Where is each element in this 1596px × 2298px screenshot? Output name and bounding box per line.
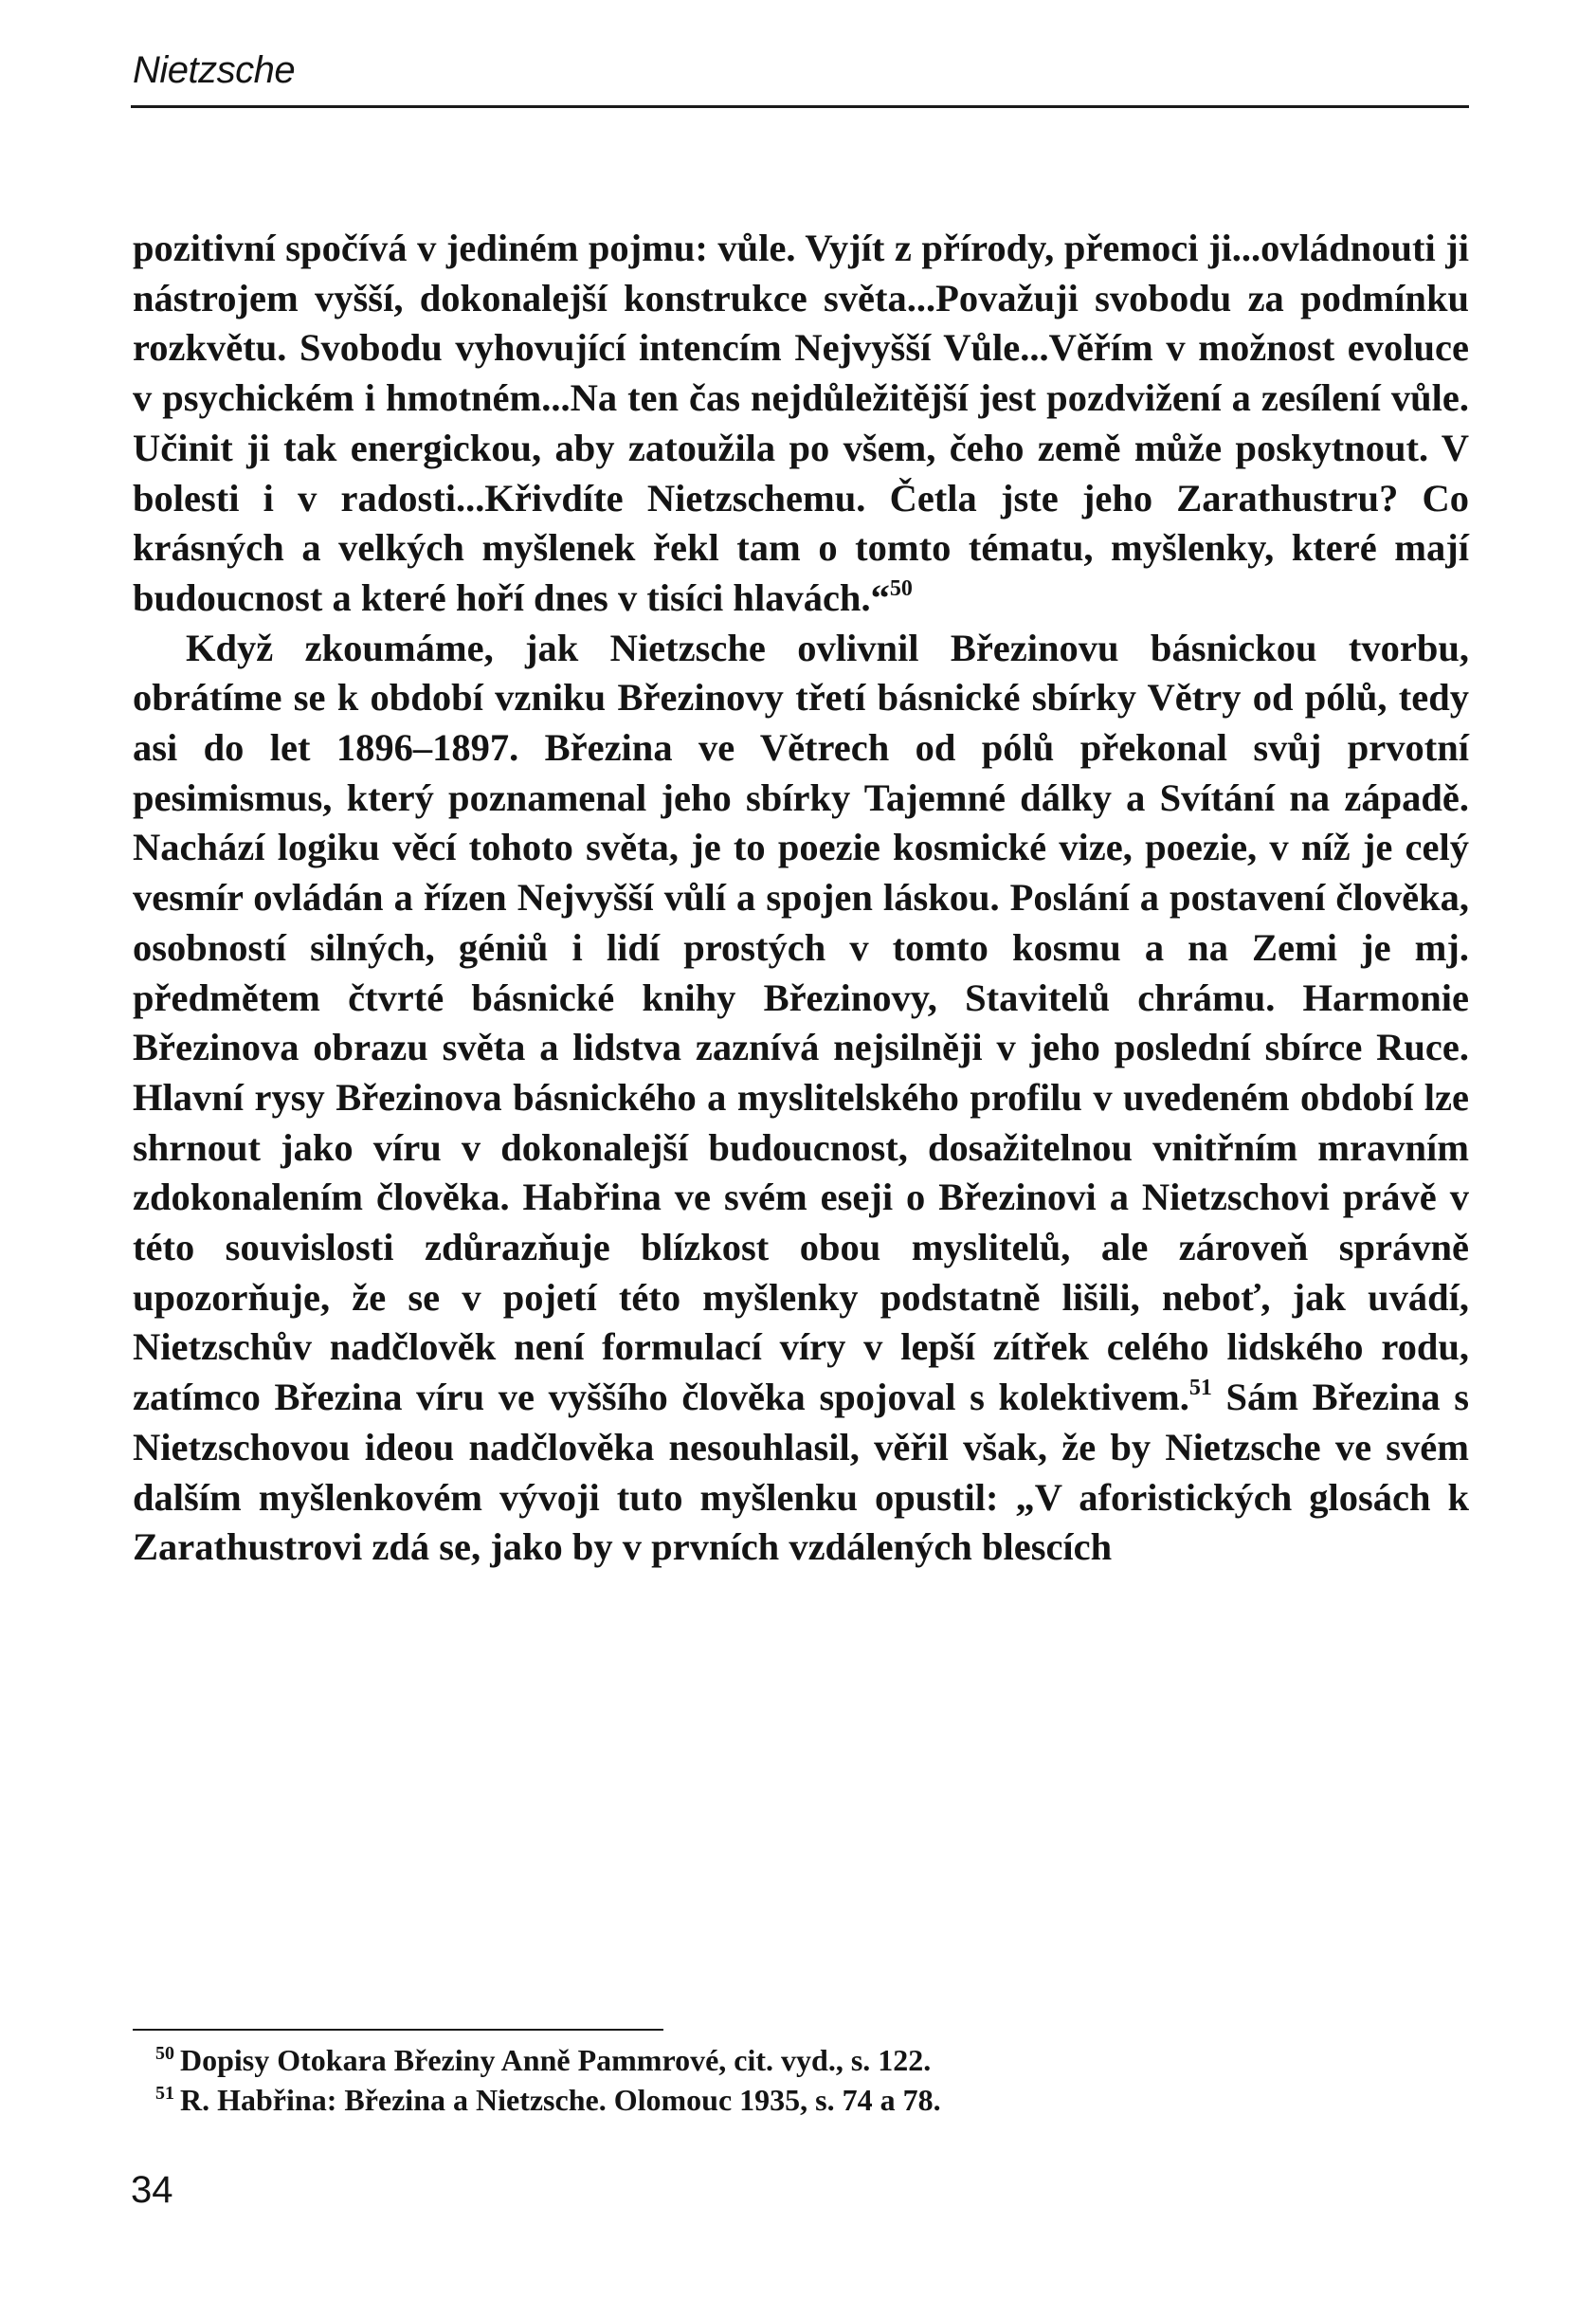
footnote-50 xyxy=(133,2040,1469,2080)
footnote-51 xyxy=(133,2080,1469,2120)
running-head: Nietzsche xyxy=(133,49,296,91)
page-number: 34 xyxy=(131,2169,173,2211)
footnote-number-51: 51 xyxy=(155,2083,174,2104)
paragraph-1-text: pozitivní spočívá v jediném pojmu: vůle. Vyjít z přírody, přemoci ji...ovládnouti ji nástrojem vyšší, dokonalejší konstrukce světa...Považuji svobodu za podmínku rozkvětu. Svobodu vyhovující intencím Nejvyšší Vůle...Věřím v možnost evoluce v psychickém i hmotném...Na ten čas nejdůležitější jest pozdvižení a zesílení vůle. Učinit ji tak energickou, aby zatoužila po všem, čeho země může poskytnout. V bolesti i v radosti...Křivdíte Nietzschemu. Četla jste jeho Zarathustru? Co krásných a velkých myšlenek řekl tam o tomto tématu, myšlenky, které mají budoucnost a které hoří dnes v tisíci hlavách.“ xyxy=(133,227,1469,619)
main-text xyxy=(133,224,1469,1573)
footnote-number-50: 50 xyxy=(155,2043,174,2064)
footnote-text-51: R. Habřina: Březina a Nietzsche. Olomouc 1935, s. 74 a 78. xyxy=(180,2083,941,2117)
paragraph-2-continuation: Sám Březina s Nietzschovou ideou nadčlověka nesouhlasil, věřil však, že by Nietzsche ve svém dalším myšlenkovém vývoji tuto myšlenku opustil: „V aforistických glosách k Zarathustrovi zdá se, jako by v prvních vzdálených blescích xyxy=(133,1376,1470,1569)
paragraph-1 xyxy=(133,224,1469,624)
footnotes xyxy=(133,2040,1469,2120)
footnote-text-50: Dopisy Otokara Březiny Anně Pammrové, cit. vyd., s. 122. xyxy=(180,2043,932,2077)
footnote-rule xyxy=(133,2029,663,2031)
paragraph-2-text: Když zkoumáme, jak Nietzsche ovlivnil Březinovu básnickou tvorbu, obrátíme se k období vzniku Březinovy třetí básnické sbírky Větry od pólů, tedy asi do let 1896–1897. Březina ve Větrech od pólů překonal svůj prvotní pesimismus, který poznamenal jeho sbírky Tajemné dálky a Svítání na západě. Nachází logiku věcí tohoto světa, je to poezie kosmické vize, poezie, v níž je celý vesmír ovládán a řízen Nejvyšší vůlí a spojen láskou. Poslání a postavení člověka, osobností silných, géniů i lidí prostých v tomto kosmu a na Zemi je mj. předmětem čtvrté básnické knihy Březinovy, Stavitelů chrámu. Harmonie Březinova obrazu světa a lidstva zaznívá nejsilněji v jeho poslední sbírce Ruce. Hlavní rysy Březinova básnického a myslitelského profilu v uvedeném období lze shrnout jako víru v dokonalejší budoucnost, dosažitelnou vnitřním mravním zdokonalením člověka. Habřina ve svém eseji o Březinovi a Nietzschovi právě v této souvislosti zdůrazňuje blízkost obou myslitelů, ale zároveň správně upozorňuje, že se v pojetí této myšlenky podstatně lišili, neboť, jak uvádí, Nietzschův nadčlověk není formulací víry v lepší zítřek celého lidského rodu, zatímco Březina víru ve vyššího člověka spojoval s kolektivem. xyxy=(133,626,1469,1419)
header-rule xyxy=(131,105,1469,108)
paragraph-2 xyxy=(133,624,1469,1573)
footnote-ref-51: 51 xyxy=(1188,1376,1212,1401)
footnote-ref-50: 50 xyxy=(889,575,913,601)
